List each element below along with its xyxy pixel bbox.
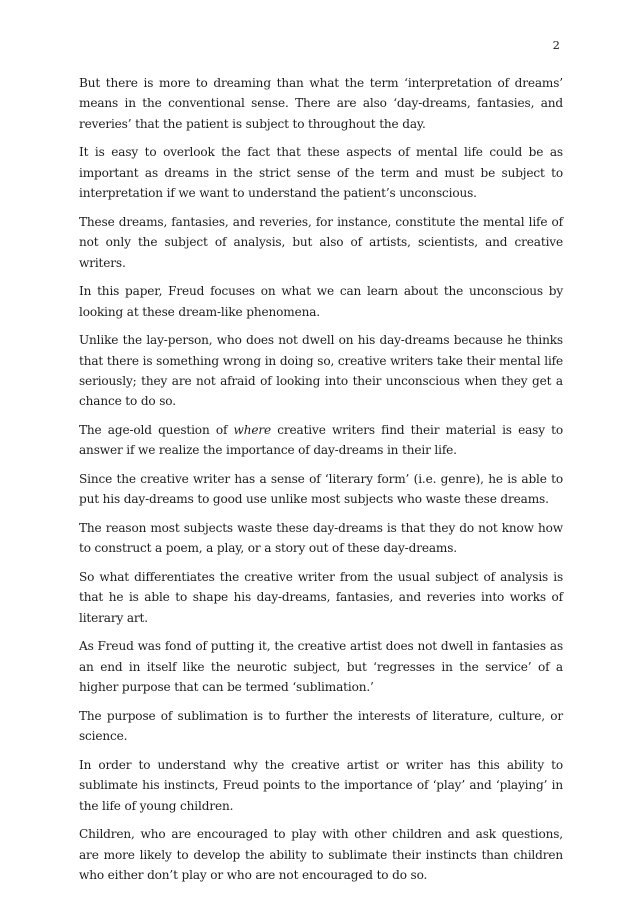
- paragraph-7: Since the creative writer has a sense of ‘literary form’ (i.e. genre), he is able to put his day-dreams to good use unlike most subjects who waste these dreams.: [79, 472, 563, 507]
- paragraph-13: Children, who are encouraged to play with other children and ask questions, are more likely to develop the ability to sublimate their instincts than children who either don’t play or who are not encouraged to do so.: [79, 827, 563, 883]
- paragraph-8: The reason most subjects waste these day-dreams is that they do not know how to construct a poem, a play, or a story out of these day-dreams.: [79, 521, 563, 556]
- paragraph-6-emphasis: where: [233, 423, 272, 438]
- paragraph-1: But there is more to dreaming than what the term ‘interpretation of dreams’ means in the conventional sense. There are also ‘day-dreams, fantasies, and reveries’ that the patient is subject to throughout the day.: [79, 76, 563, 131]
- paragraph-2: It is easy to overlook the fact that these aspects of mental life could be as important as dreams in the strict sense of the term and must be subject to interpretation if we want to understand the patient’s unconscious.: [79, 145, 563, 201]
- paragraph-9: So what differentiates the creative writer from the usual subject of analysis is that he is able to shape his day-dreams, fantasies, and reveries into works of literary art.: [79, 570, 563, 625]
- paragraph-11: The purpose of sublimation is to further the interests of literature, culture, or science.: [79, 708, 563, 744]
- page-number: 2: [552, 38, 560, 52]
- paragraph-4: In this paper, Freud focuses on what we can learn about the unconscious by looking at these dream-like phenomena.: [79, 284, 563, 319]
- paragraph-5: Unlike the lay-person, who does not dwell on his day-dreams because he thinks that there is something wrong in doing so, creative writers take their mental life seriously; they are not afraid of looking into their unconscious when they get a chance to do so.: [79, 333, 563, 409]
- paragraph-6-rest: creative writers find their material is easy to answer if we realize the importance of day-dreams in their life.: [79, 423, 563, 458]
- document-body: [79, 73, 563, 894]
- paragraph-12: In order to understand why the creative artist or writer has this ability to sublimate his instincts, Freud points to the importance of ‘play’ and ‘playing’ in the life of young children.: [79, 757, 563, 813]
- paragraph-6: [79, 420, 563, 461]
- paragraph-3: These dreams, fantasies, and reveries, for instance, constitute the mental life of not only the subject of analysis, but also of artists, scientists, and creative writers.: [79, 214, 563, 270]
- paragraph-6-lead: The age-old question of: [79, 423, 234, 438]
- paragraph-10: As Freud was fond of putting it, the creative artist does not dwell in fantasies as an end in itself like the neurotic subject, but ‘regresses in the service’ of a higher purpose that can be termed ‘sublimation.’: [79, 639, 563, 695]
